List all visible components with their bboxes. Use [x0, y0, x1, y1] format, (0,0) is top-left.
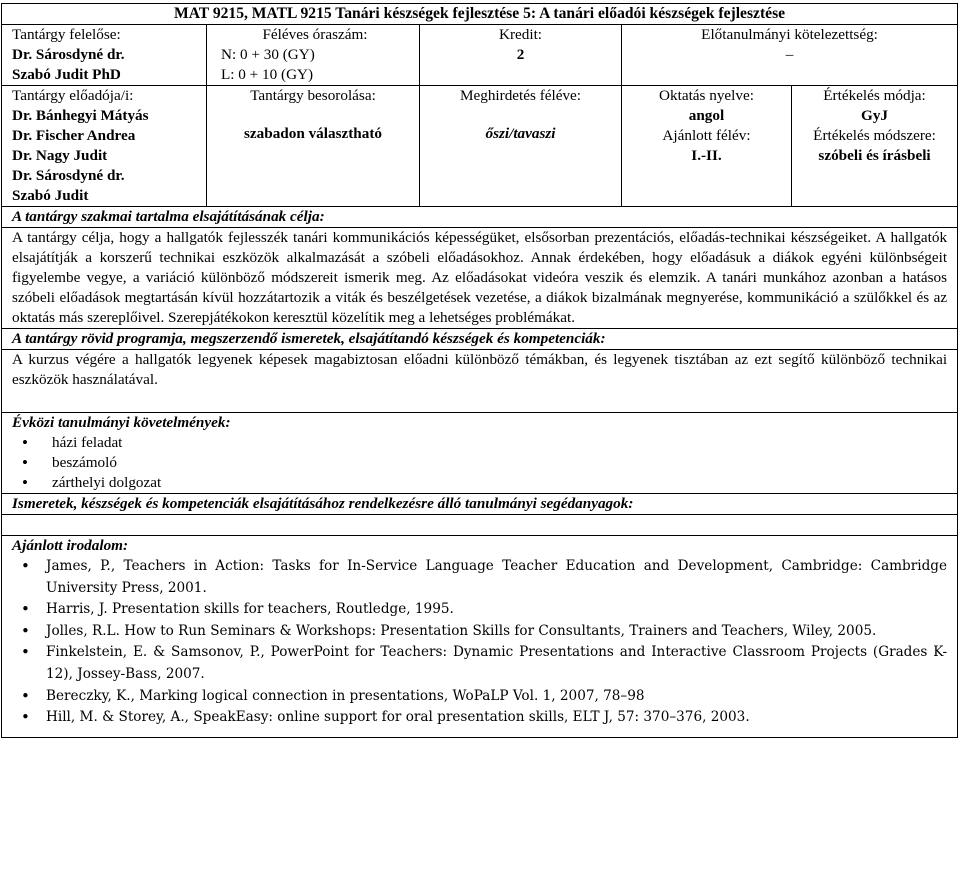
- course-title: MAT 9215, MATL 9215 Tanári készségek fejlesztése 5: A tanári előadói készségek fejlesztése: [2, 4, 958, 25]
- celja-heading: A tantárgy szakmai tartalma elsajátításának célja:: [2, 207, 958, 228]
- felelos-name-line2: Szabó Judit PhD: [12, 66, 121, 83]
- irodalom-cell: [2, 536, 958, 738]
- program-heading: A tantárgy rövid programja, megszerzendő ismeretek, elsajátítandó készségek és kompetenciák:: [2, 329, 958, 350]
- reference-item: • Jolles, R.L. How to Run Seminars & Workshops: Presentation Skills for Consultants, Trainers and Teachers, Wiley, 2005.: [46, 621, 947, 643]
- course-description-table: [1, 3, 958, 738]
- elotanulmany-cell: [622, 25, 958, 86]
- elotanulmany-value: –: [785, 46, 794, 63]
- list-item: • beszámoló: [52, 453, 947, 473]
- kredit-value: 2: [516, 46, 525, 63]
- irodalom-list: [12, 556, 947, 729]
- ertekeles-modszere-value: szóbeli és írásbeli: [818, 147, 931, 164]
- nyelv-value: angol: [688, 107, 725, 124]
- segedanyagok-empty: [2, 515, 958, 536]
- kredit-cell: [420, 25, 622, 86]
- felelos-cell: [2, 25, 207, 86]
- reference-item: • James, P., Teachers in Action: Tasks for In-Service Language Teacher Education and Development, Cambridge: Cambridge University Press, 2001.: [46, 556, 947, 599]
- oraszam-n: N: 0 + 30 (GY): [221, 46, 315, 63]
- program-text-body: A kurzus végére a hallgatók legyenek képesek magabiztosan előadni különböző témákban, és legyenek tisztában az ezt segítő különböző technikai eszközök használatával.: [12, 351, 948, 388]
- ajanlott-felev-value: I.-II.: [691, 147, 722, 164]
- list-item: • házi feladat: [52, 433, 947, 453]
- reference-item: • Finkelstein, E. & Samsonov, P., PowerPoint for Teachers: Dynamic Presentations and Interactive Classroom Projects (Grades K-12), Jossey-Bass, 2007.: [46, 642, 947, 685]
- felelos-label: Tantárgy felelőse:: [12, 26, 121, 43]
- eloado-name: Dr. Fischer Andrea: [12, 127, 136, 144]
- oraszam-cell: [207, 25, 420, 86]
- eloado-name: Szabó Judit: [12, 187, 89, 204]
- eloado-name: Dr. Sárosdyné dr.: [12, 167, 125, 184]
- nyelv-label: Oktatás nyelve:: [659, 87, 754, 104]
- meghirdetes-cell: [420, 86, 622, 207]
- celja-text: A tantárgy célja, hogy a hallgatók fejlesszék tanári kommunikációs képességüket, elsősorban prezentációs, előadás-technikai készségeiket. A hallgatók elsajátítják a korszerű technikai eszközök alkalmazását a szóbeli előadásokhoz. Annak érdekében, hogy előadásuk a diákok egyéni különbségeit figyelembe vegye, a variáció különböző módszereit ismerik meg. Az előadásokat videóra veszik és elemzik. A tanári munkához azonban a hatásos szóbeli előadások megtartásán kívül hozzátartozik a viták és beszélgetések vezetése, a diákok bizalmának megnyerése, kommunikáció a szülőkkel és az oktatás más szereplőivel. Szerepjátékokon keresztül közelítik meg a lehetséges problémákat.: [2, 228, 958, 329]
- nyelv-cell: [622, 86, 792, 207]
- segedanyagok-heading: Ismeretek, készségek és kompetenciák elsajátításához rendelkezésre álló tanulmányi segédanyagok:: [2, 494, 958, 515]
- ertekeles-modszere-label: Értékelés módszere:: [813, 127, 936, 144]
- eloado-cell: [2, 86, 207, 207]
- oraszam-l: L: 0 + 10 (GY): [221, 66, 314, 83]
- oraszam-label: Féléves óraszám:: [262, 26, 368, 43]
- besorolas-label: Tantárgy besorolása:: [250, 87, 376, 104]
- eloado-name: Dr. Nagy Judit: [12, 147, 108, 164]
- elotanulmany-label: Előtanulmányi kötelezettség:: [701, 26, 878, 43]
- felelos-name-line1: Dr. Sárosdyné dr.: [12, 46, 125, 63]
- kovetelmenyek-heading: Évközi tanulmányi követelmények:: [12, 414, 231, 431]
- irodalom-heading: Ajánlott irodalom:: [12, 537, 129, 554]
- meghirdetes-value: őszi/tavaszi: [485, 125, 556, 142]
- ertekeles-modja-label: Értékelés módja:: [823, 87, 926, 104]
- ertekeles-cell: [792, 86, 958, 207]
- ajanlott-felev-label: Ajánlott félév:: [662, 127, 751, 144]
- kovetelmenyek-list: [12, 433, 947, 493]
- reference-item: • Harris, J. Presentation skills for teachers, Routledge, 1995.: [46, 599, 947, 621]
- kovetelmenyek-cell: [2, 413, 958, 494]
- kredit-label: Kredit:: [498, 26, 543, 43]
- besorolas-cell: [207, 86, 420, 207]
- reference-item: • Hill, M. & Storey, A., SpeakEasy: online support for oral presentation skills, ELT J, 57: 370–376, 2003.: [46, 707, 947, 729]
- meghirdetes-label: Meghirdetés féléve:: [459, 87, 582, 104]
- eloado-name: Dr. Bánhegyi Mátyás: [12, 107, 149, 124]
- reference-item: • Bereczky, K., Marking logical connection in presentations, WoPaLP Vol. 1, 2007, 78–98: [46, 686, 947, 708]
- besorolas-value: szabadon választható: [244, 125, 382, 142]
- eloado-label: Tantárgy előadója/i:: [12, 87, 134, 104]
- ertekeles-modja-value: GyJ: [861, 107, 889, 124]
- list-item: • zárthelyi dolgozat: [52, 473, 947, 493]
- program-text: [2, 350, 958, 413]
